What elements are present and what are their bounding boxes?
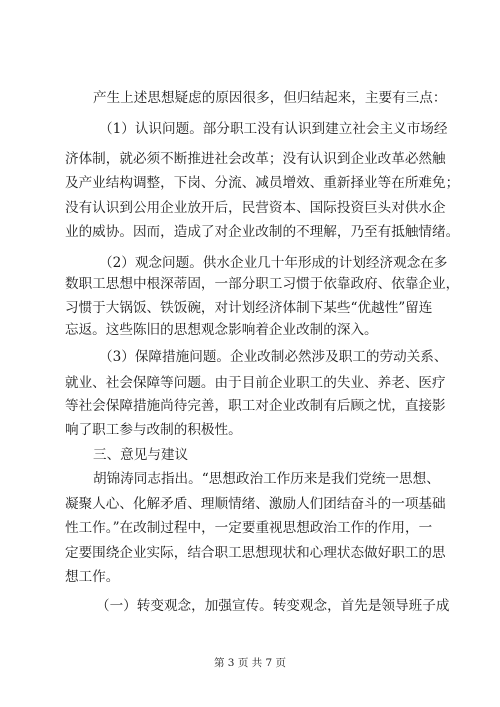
paragraph-line: （1）认识问题。部分职工没有认识到建立社会主义市场经 xyxy=(99,121,448,137)
paragraph-line: 凝聚人心、化解矛盾、理顺情绪、激励人们团结奋斗的一项基础 xyxy=(65,496,446,512)
paragraph-line: 没有认识到公用企业放开后，民营资本、国际投资巨头对供水企 xyxy=(65,200,446,216)
paragraph-line: 及产业结构调整，下岗、分流、减员增效、重新择业等在所难免； xyxy=(65,175,460,191)
section-heading: 三、意见与建议 xyxy=(93,447,189,463)
paragraph-line: 忘返。这些陈旧的思想观念影响着企业改制的深入。 xyxy=(65,322,378,338)
paragraph-line: （2）观念问题。供水企业几十年形成的计划经济观念在多 xyxy=(99,255,448,271)
paragraph-line: 等社会保障措施尚待完善，职工对企业改制有后顾之忧，直接影 xyxy=(65,398,446,414)
paragraph-line: 业的威协。因而，造成了对企业改制的不理解，乃至有抵触情绪。 xyxy=(65,224,460,240)
paragraph-line: （一）转变观念，加强宣传。转变观念，首先是领导班子成 xyxy=(96,598,450,614)
paragraph-line: （3）保障措施问题。企业改制必然涉及职工的劳动关系、 xyxy=(99,349,448,365)
paragraph-line: 产生上述思想疑虑的原因很多，但归结起来，主要有三点： xyxy=(93,90,447,106)
paragraph-line: 想工作。 xyxy=(65,569,120,585)
paragraph-line: 响了职工参与改制的积极性。 xyxy=(65,422,242,438)
paragraph-line: 数职工思想中根深蒂固，一部分职工习惯于依靠政府、依靠企业， xyxy=(65,276,460,292)
paragraph-line: 济体制，就必须不断推进社会改革；没有认识到企业改革必然触 xyxy=(65,151,446,167)
paragraph-line: 定要围绕企业实际，结合职工思想现状和心理状态做好职工的思 xyxy=(65,545,446,561)
paragraph-line: 就业、社会保障等问题。由于目前企业职工的失业、养老、医疗 xyxy=(65,375,446,391)
paragraph-line: 习惯于大锅饭、铁饭碗，对计划经济体制下某些“优越性”留连 xyxy=(65,300,433,316)
page-number-footer: 第 3 页 共 7 页 xyxy=(213,657,287,669)
paragraph-line: 胡锦涛同志指出。“思想政治工作历来是我们党统一思想、 xyxy=(93,471,440,487)
paragraph-line: 性工作。”在改制过程中，一定要重视思想政治工作的作用，一 xyxy=(65,520,433,536)
